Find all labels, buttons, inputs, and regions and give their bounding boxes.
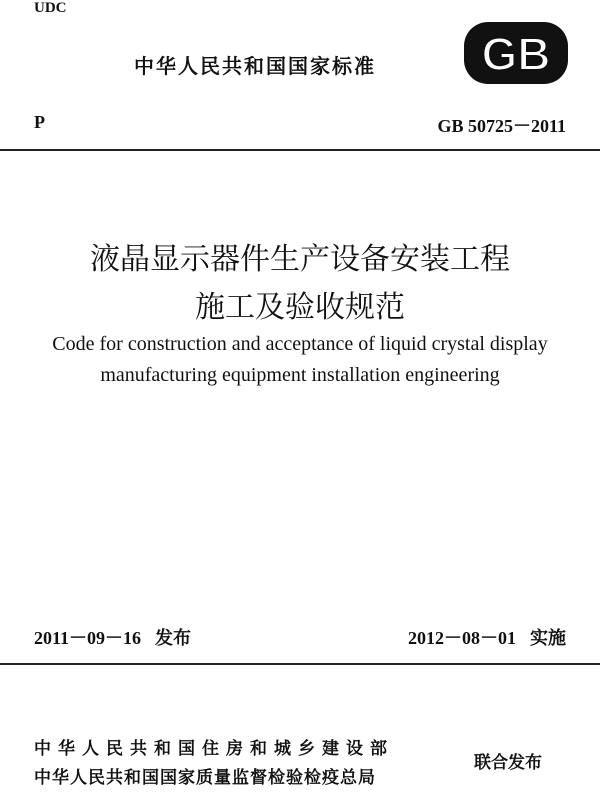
standard-number: GB 50725－2011 [437, 116, 566, 136]
gb-logo [462, 20, 570, 86]
top-divider [0, 149, 600, 151]
classification-code: P [34, 112, 45, 132]
issuer-ministry: 中华人民共和国住房和城乡建设部 [34, 739, 394, 759]
title-en-line1: Code for construction and acceptance of liquid crystal display [52, 333, 548, 355]
national-standard-heading: 中华人民共和国国家标准 [134, 54, 376, 78]
implementation-date-block [408, 624, 566, 650]
issuer-aqsiq: 中华人民共和国国家质量监督检验检疫总局 [34, 768, 376, 788]
title-cn-line2: 施工及验收规范 [195, 290, 405, 325]
issue-date-block [34, 624, 191, 650]
bottom-divider [0, 663, 600, 665]
implementation-label: 实施 [530, 628, 566, 649]
jointly-issued-label: 联合发布 [474, 753, 542, 773]
implementation-date: 2012－08－01 [408, 628, 516, 648]
issue-label: 发布 [155, 628, 192, 649]
title-en-line2: manufacturing equipment installation engineering [100, 364, 500, 386]
udc-label: UDC [34, 0, 67, 16]
title-cn-line1: 液晶显示器件生产设备安装工程 [90, 242, 510, 277]
issue-date: 2011－09－16 [34, 628, 142, 648]
gb-logo-text: GB [481, 28, 551, 80]
